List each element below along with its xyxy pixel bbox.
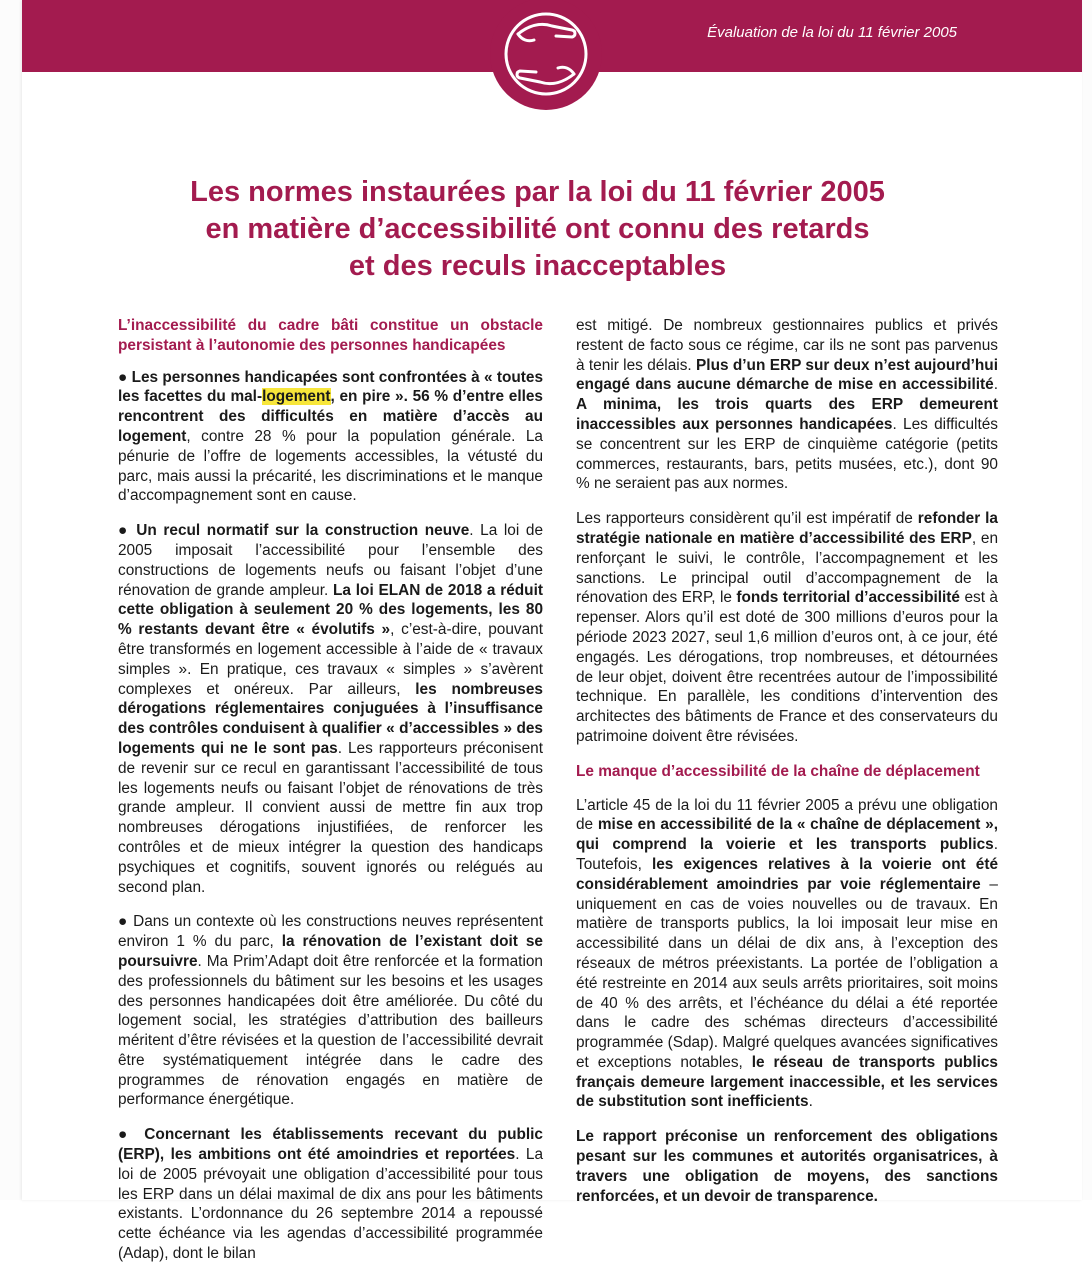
banner-title: Évaluation de la loi du 11 février 2005 <box>707 24 957 41</box>
bold-text: le réseau de transports publics français demeure largement inaccessible, et les services de substitution sont inefficients <box>576 1053 998 1111</box>
bullet-icon: ● <box>118 368 128 386</box>
paragraph-transport <box>576 796 998 1113</box>
bullet-icon: ● <box>118 1126 134 1144</box>
bold-text: la rénovation de l’existant doit se poursuivre <box>118 933 543 970</box>
body-text: est à repenser. Alors qu’il est doté de 300 millions d’euros pour la période 2023 2027, seul 1,6 million d’euros ont, à ce jour, été engagés. Les dérogations, trop nombreuses, et détournées de leur objet, doivent être recentrées autour de l’impossibilité technique. En parallèle, les conditions d’intervention des architectes des bâtiments de France et des conservateurs du patrimoine doivent être révisées. <box>576 589 998 745</box>
bold-text: Le rapport préconise un renforcement des obligations pesant sur les communes et autorités organisatrices, à travers une obligation de moyens, des sanctions renforcées, et un devoir de transparence. <box>576 1128 998 1205</box>
body-text: . Toutefois, <box>576 836 998 873</box>
body-text: Dans un contexte où les constructions neuves représentent environ 1 % du parc, <box>118 913 543 951</box>
body-text: , contre 28 % pour la population générale. La pénurie de l’offre de logements accessibles, la vétusté du parc, mais aussi la précarité, les discriminations et le manque d’accompagnement sont en cause. <box>118 427 543 505</box>
bold-text: A minima, les trois quarts des ERP demeurent inaccessibles aux personnes handicapées <box>576 396 998 433</box>
bold-text: , en pire ». 56 % d’entre elles rencontrent des difficultés en matière d’accès au logement <box>118 388 543 445</box>
body-text: . La loi de 2005 prévoyait une obligation d’accessibilité pour tous les ERP dans un délai maximal de dix ans pour les bâtiments existants. L’ordonnance du 26 septembre 2014 a repoussé cette échéance via les agendas d’accessibilité programmée (Adap), dont le bilan <box>118 1146 544 1263</box>
bold-text: Les personnes handicapées sont confrontées à « toutes les facettes du mal- <box>118 368 544 406</box>
body-text: L’article 45 de la loi du 11 février 2005 a prévu une obligation de <box>576 796 998 834</box>
paragraph-recommendation <box>576 1127 998 1206</box>
body-text: . Les rapporteurs préconisent de revenir sur ce recul en garantissant l’accessibilité de tous les logements neufs ou faisant l’objet de rénovations de très grande ampleur. Il convient aussi de mettre fin aux trop nombreuses dérogations injustifiées, de renforcer les contrôles et de mieux intégrer la question des handicaps psychiques et cognitifs, souvent ignorés ou relégués au second plan. <box>118 739 543 896</box>
body-text: . Les difficultés se concentrent sur les ERP de cinquième catégorie (petits commerces, restaurants, bars, petits musées, etc.), dont 90 % ne seraient pas aux normes. <box>576 415 998 493</box>
body-text: . <box>808 1093 813 1111</box>
title-line-3: et des reculs inacceptables <box>348 250 727 282</box>
bold-text: Concernant les établissements recevant du public (ERP), les ambitions ont été amoindries et reportées <box>118 1126 543 1164</box>
hands-circle-icon <box>478 0 614 136</box>
body-text: est mitigé. De nombreux gestionnaires publics et privés restent de facto sous ce régime, car ils ne sont pas parvenus à tenir les délais. <box>576 317 998 374</box>
bold-text: Plus d’un ERP sur deux n’est aujourd’hui engagé dans aucune démarche de mise en accessibilité <box>576 356 998 394</box>
bullet-icon: ● <box>118 522 130 540</box>
bold-text: La loi ELAN de 2018 a réduit cette obligation à seulement 20 % des logements, les 80 % restants devant être « évolutifs » <box>118 581 543 639</box>
paragraph-housing-bullet-3 <box>118 912 543 1110</box>
bold-text: refonder la stratégie nationale en matière d’accessibilité des ERP <box>576 510 998 547</box>
body-text: . Ma Prim’Adapt doit être renforcée et la formation des professionnels du bâtiment sur les besoins et les usages des personnes handicapées doit être améliorée. Du côté du logement social, les stratégies d’attribution des bailleurs méritent d’être révisées et la question de l’accessibilité devrait être systématiquement intégrée dans le cadre des programmes de rénovation engagés en matière de performance énergétique. <box>118 952 543 1109</box>
body-text: . <box>993 376 998 394</box>
page-title <box>90 174 985 285</box>
section-heading-housing: L’inaccessibilité du cadre bâti constitue un obstacle persistant à l’autonomie des personnes handicapées <box>118 317 543 354</box>
body-text: Les rapporteurs considèrent qu’il est impératif de <box>576 510 918 528</box>
paragraph-housing-bullet-1 <box>118 368 543 507</box>
bold-text: Un recul normatif sur la construction neuve <box>136 522 470 540</box>
paragraph-erp-status <box>576 316 998 494</box>
paragraph-erp-strategy <box>576 509 998 747</box>
bold-text: les exigences relatives à la voierie ont été considérablement amoindries par voie réglementaire <box>576 855 999 893</box>
right-column <box>576 316 998 1221</box>
title-line-1: Les normes instaurées par la loi du 11 février 2005 <box>190 176 885 208</box>
bold-text: mise en accessibilité de la « chaîne de déplacement », qui comprend la voierie et les transports publics <box>576 816 998 854</box>
bold-text: fonds territorial d’accessibilité <box>736 589 960 607</box>
body-text: – uniquement en cas de voies nouvelles ou de travaux. En matière de transports publics, la loi imposait leur mise en accessibilité dans un délai de dix ans, à l’exception des réseaux de métros préexistants. La portée de l’obligation a été restreinte en 2014 aux seuls arrêts prioritaires, soit moins de 40 % des arrêts, et l’échéance du délai a été reportée dans le cadre des schémas directeurs d’accessibilité programmée (Sdap). Malgré quelques avancées significatives et exceptions notables, <box>576 875 998 1071</box>
highlighted-word: logement <box>262 388 331 406</box>
body-text: , c’est-à-dire, pouvant être transformés en logement accessible à l’aide de « travaux simples ». En pratique, ces travaux « simples » s’avèrent complexes et onéreux. Par ailleurs, <box>118 621 543 698</box>
left-column <box>118 316 543 1279</box>
section-heading-transport: Le manque d’accessibilité de la chaîne de déplacement <box>576 762 980 780</box>
body-text: , en renforçant le suivi, le contrôle, l’accompagnement et les sanctions. Le principal outil d’accompagnement de la rénovation des ERP, le <box>576 529 998 607</box>
paragraph-housing-bullet-2 <box>118 521 543 897</box>
bullet-icon: ● <box>118 913 129 931</box>
title-line-2: en matière d’accessibilité ont connu des retards <box>205 213 870 245</box>
bold-text: les nombreuses dérogations réglementaires conjuguées à l’insuffisance des contrôles conduisent à qualifier « d’accessibles » des logements qui ne le sont pas <box>118 680 543 757</box>
body-text: . La loi de 2005 imposait l’accessibilité pour l’ensemble des constructions de logements neufs ou faisant l’objet d’une rénovation de grande ampleur. <box>118 522 544 599</box>
paragraph-erp-bullet <box>118 1125 543 1264</box>
